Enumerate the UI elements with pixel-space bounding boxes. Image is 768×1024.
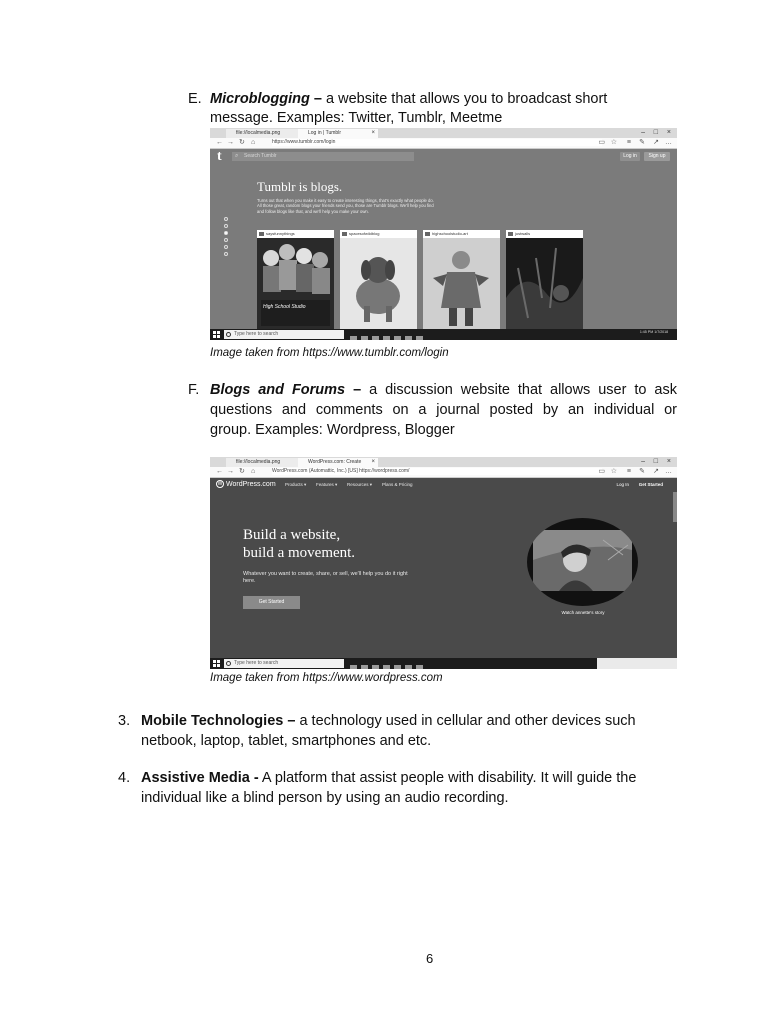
- hub-icon[interactable]: ≡: [626, 468, 631, 475]
- wordpress-logo[interactable]: W WordPress.com: [217, 481, 276, 488]
- minimize-icon[interactable]: –: [641, 129, 645, 136]
- refresh-icon[interactable]: ↻: [239, 468, 245, 475]
- address-bar: [210, 467, 677, 478]
- close-icon[interactable]: ×: [666, 129, 671, 136]
- card-overlay-text: High School Studio: [263, 304, 306, 310]
- hub-icon[interactable]: ≡: [626, 139, 631, 146]
- section-f-line3: group. Examples: Wordpress, Blogger: [210, 422, 455, 438]
- refresh-icon[interactable]: ↻: [239, 139, 245, 146]
- section-e-line2: message. Examples: Twitter, Tumblr, Meetme: [210, 110, 503, 126]
- section-f-line2: questions and comments on a journal posted by an individual or: [210, 402, 677, 418]
- taskbar-apps: [350, 658, 427, 669]
- scrollbar[interactable]: [673, 492, 677, 522]
- blog-card[interactable]: saysfunnythings High School Studio: [257, 230, 334, 330]
- browser-tab[interactable]: file://localmedia.png: [226, 129, 306, 138]
- taskbar-app-icon[interactable]: [372, 665, 379, 669]
- taskbar-app-icon[interactable]: [394, 336, 401, 340]
- cortana-icon: [226, 661, 231, 666]
- watch-story-link[interactable]: Watch annette's story: [561, 610, 605, 615]
- login-link[interactable]: Log In: [616, 482, 629, 487]
- wordpress-screenshot: [210, 457, 677, 669]
- taskbar-app-icon[interactable]: [405, 665, 412, 669]
- windows-start-icon[interactable]: [213, 331, 220, 338]
- minimize-icon[interactable]: –: [641, 458, 645, 465]
- home-icon[interactable]: ⌂: [251, 468, 256, 475]
- pen-icon[interactable]: ✎: [639, 468, 645, 475]
- section-e-dash: –: [313, 91, 322, 107]
- favorite-star-icon[interactable]: ☆: [610, 468, 617, 475]
- browser-tab[interactable]: file://localmedia.png: [226, 458, 306, 467]
- tumblr-logo-icon[interactable]: t: [217, 149, 222, 164]
- taskbar-app-icon[interactable]: [361, 336, 368, 340]
- cortana-icon: [226, 332, 231, 337]
- favorite-star-icon[interactable]: ☆: [610, 139, 617, 146]
- blog-card-image: [340, 238, 417, 330]
- taskbar-clock: 1:45 PM 1/7/2018: [639, 330, 669, 334]
- taskbar-app-icon[interactable]: [416, 336, 423, 340]
- tumblr-caption: Image taken from https://www.tumblr.com/login: [210, 347, 449, 359]
- address-bar: [210, 138, 677, 149]
- wordpress-nav: [210, 478, 677, 492]
- get-started-nav-button[interactable]: Get Started: [638, 482, 663, 487]
- carousel-dot-active[interactable]: [224, 231, 228, 235]
- taskbar-app-icon[interactable]: [361, 665, 368, 669]
- carousel-dot[interactable]: [224, 224, 228, 228]
- login-button[interactable]: Log in: [620, 152, 640, 161]
- item-3-line1: [141, 711, 701, 731]
- wordpress-page: [210, 478, 677, 658]
- share-icon[interactable]: ↗: [653, 468, 659, 475]
- carousel-dot[interactable]: [224, 238, 228, 242]
- tumblr-screenshot: [210, 128, 677, 340]
- section-f-text1: a discussion website that allows user to ask: [369, 382, 677, 398]
- item-4-marker: 4.: [118, 770, 131, 786]
- browser-tab-bar: [210, 457, 677, 467]
- more-icon[interactable]: …: [665, 468, 672, 475]
- item-4-line1: [141, 768, 711, 788]
- taskbar-app-icon[interactable]: [372, 336, 379, 340]
- carousel-dot[interactable]: [224, 252, 228, 256]
- blog-card[interactable]: spacesofwildblog: [340, 230, 417, 330]
- back-icon[interactable]: ←: [216, 139, 223, 146]
- taskbar-apps: [350, 329, 427, 340]
- section-e-term: Microblogging: [210, 91, 310, 107]
- taskbar-app-icon[interactable]: [405, 336, 412, 340]
- wordpress-logo-icon: W: [217, 481, 223, 488]
- pen-icon[interactable]: ✎: [639, 139, 645, 146]
- section-f-line1: [210, 380, 677, 400]
- taskbar-app-icon[interactable]: [383, 665, 390, 669]
- item-3-line2: netbook, laptop, tablet, smartphones and etc.: [141, 733, 432, 749]
- url-field[interactable]: https://www.tumblr.com/login: [272, 139, 602, 146]
- windows-taskbar: [210, 658, 677, 669]
- tumblr-search-input[interactable]: ⌕ Search Tumblr: [232, 152, 414, 161]
- item-3-text1: a technology used in cellular and other devices such: [299, 713, 636, 729]
- home-icon[interactable]: ⌂: [251, 139, 256, 146]
- reading-view-icon[interactable]: ▭: [598, 139, 605, 146]
- forward-icon[interactable]: →: [227, 468, 234, 475]
- section-f-term: Blogs and Forums: [210, 382, 346, 398]
- avatar: [425, 232, 430, 236]
- carousel-dot[interactable]: [224, 245, 228, 249]
- carousel-dots: [224, 217, 228, 259]
- taskbar-app-icon[interactable]: [394, 665, 401, 669]
- taskbar-app-icon[interactable]: [416, 665, 423, 669]
- avatar: [259, 232, 264, 236]
- tumblr-description: Turns out that when you make it easy to create interesting things, that's exactly what people do. All those great, random blogs your friends send you, those are Tumblr blogs. We'll help you find and follow blogs like that, and we'll help you make your own.: [257, 198, 434, 214]
- nav-resources[interactable]: Resources ▾: [347, 482, 373, 487]
- close-icon[interactable]: ×: [666, 458, 671, 465]
- blog-card[interactable]: highschoolstudio-art: [423, 230, 500, 330]
- browser-tab-bar: [210, 128, 677, 138]
- tumblr-page: [210, 149, 677, 329]
- story-video-thumbnail[interactable]: [527, 518, 638, 606]
- browser-tab-active[interactable]: WordPress.com: Create ×: [298, 458, 378, 467]
- section-e-text1: a website that allows you to broadcast short: [326, 91, 608, 107]
- nav-products[interactable]: Products ▾: [285, 482, 307, 487]
- taskbar-app-icon[interactable]: [383, 336, 390, 340]
- wordpress-headline: [243, 526, 355, 562]
- search-icon: ⌕: [235, 153, 239, 159]
- item-4-line2: individual like a blind person by using an audio recording.: [141, 790, 509, 806]
- taskbar-search-input[interactable]: Type here to search: [224, 330, 344, 339]
- taskbar-app-icon[interactable]: [350, 336, 357, 340]
- tumblr-heading: Tumblr is blogs.: [257, 179, 343, 194]
- avatar: [508, 232, 513, 236]
- maximize-icon[interactable]: □: [653, 129, 658, 136]
- share-icon[interactable]: ↗: [653, 139, 659, 146]
- headline-line2: build a movement.: [243, 545, 356, 561]
- item-3-term: Mobile Technologies –: [141, 713, 296, 729]
- section-e-marker: E.: [188, 91, 202, 107]
- taskbar-app-icon[interactable]: [350, 665, 357, 669]
- windows-taskbar: [210, 329, 677, 340]
- windows-start-icon[interactable]: [213, 660, 220, 667]
- wordpress-subtext: Whatever you want to create, share, or sell, we'll help you do it right here.: [243, 571, 408, 584]
- page-number: 6: [426, 951, 434, 966]
- section-e-line1: [210, 89, 650, 109]
- blog-card-image: [423, 238, 500, 330]
- taskbar-notification[interactable]: [597, 658, 677, 669]
- reading-view-icon[interactable]: ▭: [598, 468, 605, 475]
- blog-card-image: [506, 238, 583, 330]
- maximize-icon[interactable]: □: [653, 458, 658, 465]
- headline-line1: Build a website,: [243, 527, 341, 543]
- item-4-term: Assistive Media -: [141, 770, 259, 786]
- forward-icon[interactable]: →: [227, 139, 234, 146]
- get-started-button[interactable]: Get Started: [243, 596, 300, 609]
- nav-plans-pricing[interactable]: Plans & Pricing: [382, 482, 413, 487]
- item-3-marker: 3.: [118, 713, 131, 729]
- back-icon[interactable]: ←: [216, 468, 223, 475]
- signup-button[interactable]: Sign up: [644, 152, 670, 161]
- nav-features[interactable]: Features ▾: [316, 482, 338, 487]
- url-field[interactable]: WordPress.com (Automattic, Inc.) [US] https://wordpress.com/: [272, 468, 602, 475]
- blog-card[interactable]: justwalls: [506, 230, 583, 330]
- item-4-text1: A platform that assist people with disability. It will guide the: [261, 770, 637, 786]
- carousel-dot[interactable]: [224, 217, 228, 221]
- more-icon[interactable]: …: [665, 139, 672, 146]
- avatar: [342, 232, 347, 236]
- section-f-marker: F.: [188, 382, 200, 398]
- wordpress-caption: Image taken from https://www.wordpress.com: [210, 672, 443, 684]
- blog-card-image: [257, 238, 334, 330]
- section-f-dash: –: [353, 382, 362, 398]
- browser-tab-active[interactable]: Log in | Tumblr ×: [298, 129, 378, 138]
- taskbar-search-input[interactable]: Type here to search: [224, 659, 344, 668]
